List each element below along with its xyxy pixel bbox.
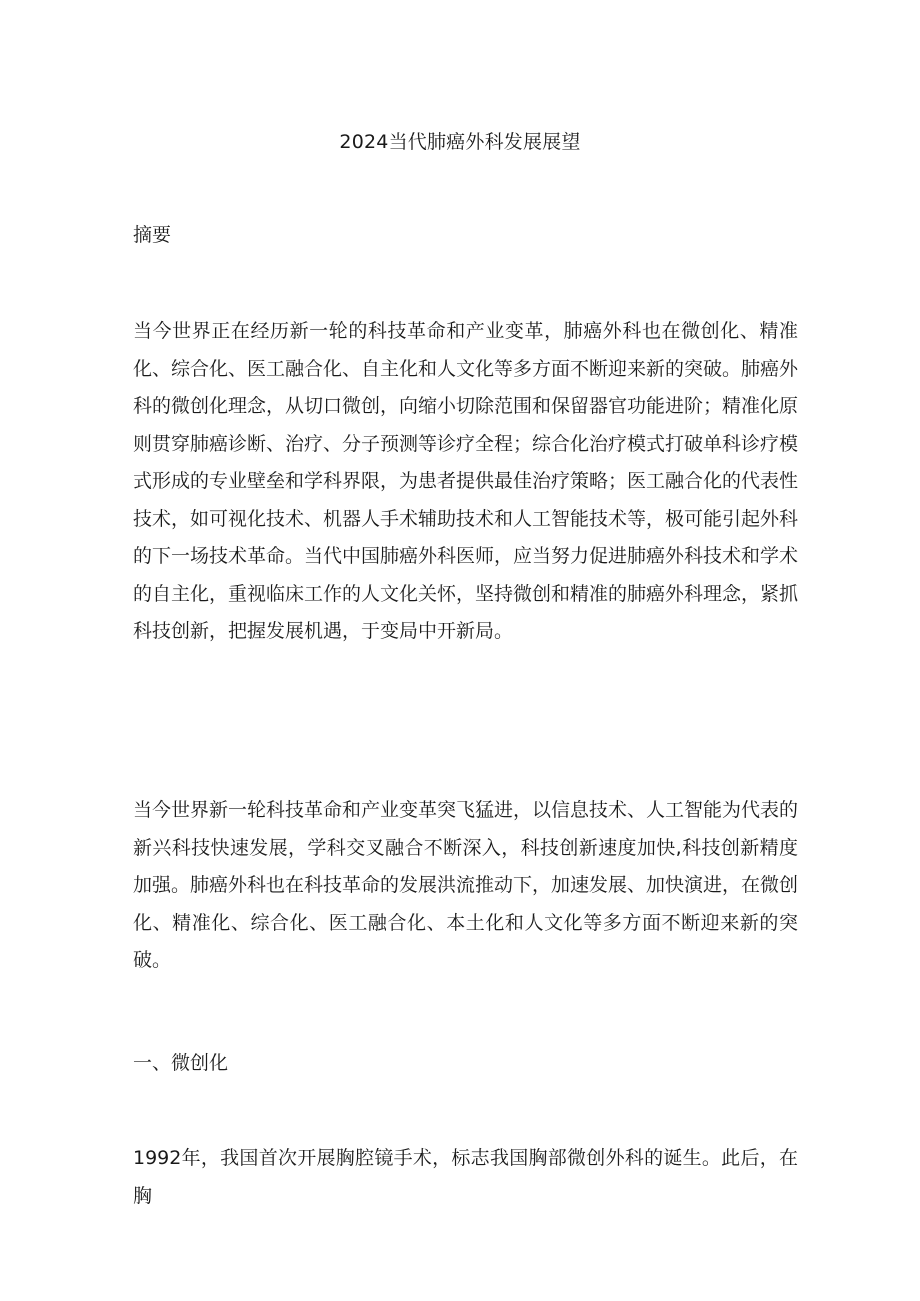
section-heading-minimally-invasive: 一、微创化 bbox=[133, 1052, 229, 1074]
abstract-paragraph: 当今世界正在经历新一轮的科技革命和产业变革，肺癌外科也在微创化、精准化、综合化、医工融合化、自主化和人文化等多方面不断迎来新的突破。肺癌外科的微创化理念，从切口微创，向缩小切除范围和保留器官功能进阶；精准化原则贯穿肺癌诊断、治疗、分子预测等诊疗全程；综合化治疗模式打破单科诊疗模式形成的专业壁垒和学科界限，为患者提供最佳治疗策略；医工融合化的代表性技术，如可视化技术、机器人手术辅助技术和人工智能技术等，极可能引起外科的下一场技术革命。当代中国肺癌外科医师，应当努力促进肺癌外科技术和学术的自主化，重视临床工作的人文化关怀，坚持微创和精准的肺癌外科理念，紧抓科技创新，把握发展机遇，于变局中开新局。 bbox=[133, 320, 799, 642]
section1-paragraph: 1992年，我国首次开展胸腔镜手术，标志我国胸部微创外科的诞生。此后，在胸 bbox=[133, 1147, 798, 1207]
document-title: 2024当代肺癌外科发展展望 bbox=[339, 131, 581, 153]
abstract-heading: 摘要 bbox=[133, 224, 172, 246]
intro-paragraph: 当今世界新一轮科技革命和产业变革突飞猛进，以信息技术、人工智能为代表的新兴科技快速发展，学科交叉融合不断深入，科技创新速度加快,科技创新精度加强。肺癌外科也在科技革命的发展洪流推动下，加速发展、加快演进，在微创化、精准化、综合化、医工融合化、本土化和人文化等多方面不断迎来新的突破。 bbox=[133, 799, 799, 971]
